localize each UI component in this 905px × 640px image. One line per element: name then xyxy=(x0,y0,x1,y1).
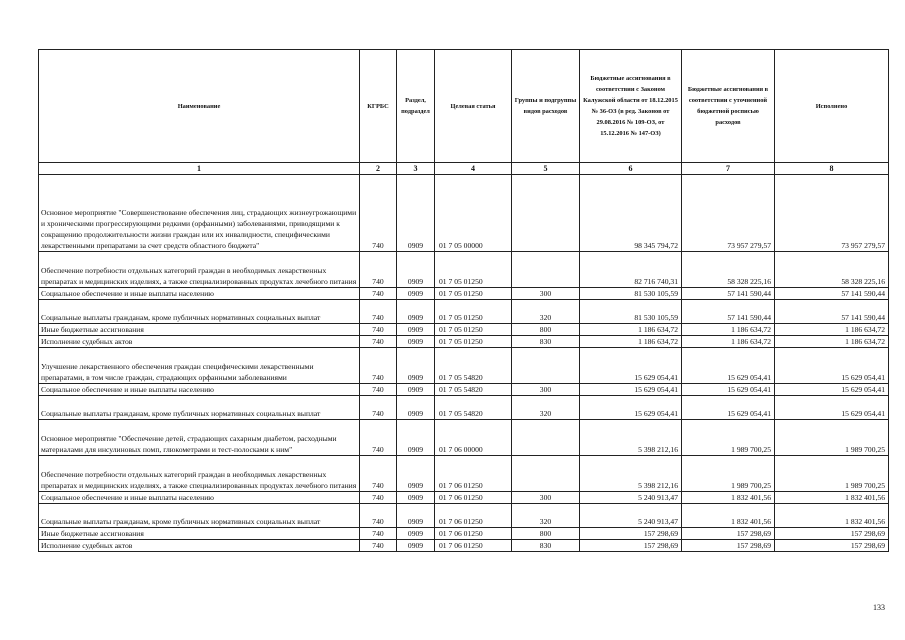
row-kgrbs: 740 xyxy=(360,300,397,324)
table-row xyxy=(39,348,889,384)
row-kgrbs: 740 xyxy=(360,504,397,528)
row-executed: 1 989 700,25 xyxy=(775,420,889,456)
row-kgrbs: 740 xyxy=(360,324,397,336)
row-name: Социальные выплаты гражданам, кроме публичных нормативных социальных выплат xyxy=(39,396,360,420)
row-law-allocation: 81 530 105,59 xyxy=(580,300,682,324)
row-law-allocation: 5 398 212,16 xyxy=(580,420,682,456)
row-kgrbs: 740 xyxy=(360,528,397,540)
row-refined-allocation: 57 141 590,44 xyxy=(682,288,775,300)
column-number: 2 xyxy=(360,163,397,175)
row-target-article: 01 7 05 01250 xyxy=(435,252,512,288)
row-law-allocation: 98 345 794,72 xyxy=(580,175,682,252)
row-executed: 73 957 279,57 xyxy=(775,175,889,252)
row-target-article: 01 7 06 01250 xyxy=(435,456,512,492)
row-kgrbs: 740 xyxy=(360,492,397,504)
row-executed: 15 629 054,41 xyxy=(775,348,889,384)
row-section: 0909 xyxy=(397,324,435,336)
column-number: 6 xyxy=(580,163,682,175)
row-executed: 57 141 590,44 xyxy=(775,300,889,324)
row-refined-allocation: 58 328 225,16 xyxy=(682,252,775,288)
row-executed: 1 186 634,72 xyxy=(775,324,889,336)
header-target-article: Целевая статья xyxy=(435,50,512,163)
row-executed: 1 832 401,56 xyxy=(775,492,889,504)
page-number: 133 xyxy=(873,603,885,612)
row-expense-group: 300 xyxy=(512,384,580,396)
row-section: 0909 xyxy=(397,396,435,420)
table-header-row xyxy=(39,50,889,163)
table-row xyxy=(39,336,889,348)
row-kgrbs: 740 xyxy=(360,456,397,492)
row-kgrbs: 740 xyxy=(360,420,397,456)
row-expense-group xyxy=(512,175,580,252)
row-section: 0909 xyxy=(397,540,435,552)
row-target-article: 01 7 05 54820 xyxy=(435,384,512,396)
row-section: 0909 xyxy=(397,504,435,528)
row-name: Социальные выплаты гражданам, кроме публичных нормативных социальных выплат xyxy=(39,300,360,324)
row-refined-allocation: 15 629 054,41 xyxy=(682,396,775,420)
row-refined-allocation: 1 989 700,25 xyxy=(682,420,775,456)
row-expense-group: 300 xyxy=(512,492,580,504)
table-row xyxy=(39,175,889,252)
row-refined-allocation: 1 186 634,72 xyxy=(682,336,775,348)
row-law-allocation: 5 240 913,47 xyxy=(580,492,682,504)
row-expense-group: 830 xyxy=(512,336,580,348)
row-refined-allocation: 1 989 700,25 xyxy=(682,456,775,492)
table-row xyxy=(39,504,889,528)
row-target-article: 01 7 06 01250 xyxy=(435,540,512,552)
row-expense-group: 320 xyxy=(512,504,580,528)
row-name: Основное мероприятие "Совершенствование обеспечения лиц, страдающих жизнеугрожающими и хроническими прогрессирующими редкими (орфанными) заболеваниями, приводящими к сокращению продолжительности жизни граждан или их инвалидности, специфическими лекарственными препаратами за счет средств областного бюджета" xyxy=(39,175,360,252)
table-row xyxy=(39,300,889,324)
row-law-allocation: 15 629 054,41 xyxy=(580,348,682,384)
row-executed: 15 629 054,41 xyxy=(775,384,889,396)
row-kgrbs: 740 xyxy=(360,288,397,300)
row-law-allocation: 81 530 105,59 xyxy=(580,288,682,300)
row-executed: 57 141 590,44 xyxy=(775,288,889,300)
row-refined-allocation: 15 629 054,41 xyxy=(682,348,775,384)
header-expense-group: Группы и подгруппы видов расходов xyxy=(512,50,580,163)
table-row xyxy=(39,288,889,300)
row-name: Исполнение судебных актов xyxy=(39,336,360,348)
table-row xyxy=(39,324,889,336)
row-executed: 1 989 700,25 xyxy=(775,456,889,492)
row-expense-group xyxy=(512,456,580,492)
row-name: Социальные выплаты гражданам, кроме публичных нормативных социальных выплат xyxy=(39,504,360,528)
table-row xyxy=(39,252,889,288)
row-name: Улучшение лекарственного обеспечения граждан специфическими лекарственными препаратами, в том числе граждан, страдающих орфанными заболеваниями xyxy=(39,348,360,384)
row-executed: 157 298,69 xyxy=(775,528,889,540)
row-executed: 1 832 401,56 xyxy=(775,504,889,528)
row-section: 0909 xyxy=(397,336,435,348)
row-target-article: 01 7 05 01250 xyxy=(435,336,512,348)
row-target-article: 01 7 05 01250 xyxy=(435,300,512,324)
row-law-allocation: 1 186 634,72 xyxy=(580,324,682,336)
row-target-article: 01 7 06 00000 xyxy=(435,420,512,456)
row-law-allocation: 15 629 054,41 xyxy=(580,396,682,420)
column-number: 8 xyxy=(775,163,889,175)
row-law-allocation: 1 186 634,72 xyxy=(580,336,682,348)
row-name: Иные бюджетные ассигнования xyxy=(39,528,360,540)
table-row xyxy=(39,528,889,540)
budget-report-page xyxy=(38,49,889,552)
row-kgrbs: 740 xyxy=(360,396,397,420)
row-name: Иные бюджетные ассигнования xyxy=(39,324,360,336)
row-executed: 58 328 225,16 xyxy=(775,252,889,288)
header-section: Раздел, подраздел xyxy=(397,50,435,163)
row-name: Исполнение судебных актов xyxy=(39,540,360,552)
row-section: 0909 xyxy=(397,528,435,540)
row-law-allocation: 157 298,69 xyxy=(580,540,682,552)
row-expense-group: 320 xyxy=(512,396,580,420)
table-row xyxy=(39,396,889,420)
row-target-article: 01 7 05 54820 xyxy=(435,348,512,384)
column-number: 4 xyxy=(435,163,512,175)
table-row xyxy=(39,384,889,396)
row-expense-group: 800 xyxy=(512,528,580,540)
row-law-allocation: 82 716 740,31 xyxy=(580,252,682,288)
row-target-article: 01 7 05 00000 xyxy=(435,175,512,252)
row-expense-group: 830 xyxy=(512,540,580,552)
row-executed: 157 298,69 xyxy=(775,540,889,552)
row-expense-group: 800 xyxy=(512,324,580,336)
row-section: 0909 xyxy=(397,300,435,324)
column-number: 7 xyxy=(682,163,775,175)
row-target-article: 01 7 06 01250 xyxy=(435,504,512,528)
header-name: Наименование xyxy=(39,50,360,163)
row-executed: 1 186 634,72 xyxy=(775,336,889,348)
column-number: 5 xyxy=(512,163,580,175)
row-section: 0909 xyxy=(397,252,435,288)
row-kgrbs: 740 xyxy=(360,348,397,384)
row-refined-allocation: 157 298,69 xyxy=(682,540,775,552)
header-refined-allocation: Бюджетные ассигнования в соответствии с уточненной бюджетной росписью расходов xyxy=(682,50,775,163)
row-kgrbs: 740 xyxy=(360,384,397,396)
row-expense-group xyxy=(512,420,580,456)
row-target-article: 01 7 06 01250 xyxy=(435,528,512,540)
row-target-article: 01 7 05 01250 xyxy=(435,324,512,336)
row-refined-allocation: 73 957 279,57 xyxy=(682,175,775,252)
row-name: Социальное обеспечение и иные выплаты населению xyxy=(39,492,360,504)
row-expense-group xyxy=(512,348,580,384)
row-kgrbs: 740 xyxy=(360,336,397,348)
table-row xyxy=(39,540,889,552)
column-number-row xyxy=(39,163,889,175)
row-section: 0909 xyxy=(397,492,435,504)
row-section: 0909 xyxy=(397,288,435,300)
row-name: Обеспечение потребности отдельных категорий граждан в необходимых лекарственных препаратах и медицинских изделиях, а также специализированных продуктах лечебного питания xyxy=(39,456,360,492)
row-law-allocation: 5 398 212,16 xyxy=(580,456,682,492)
row-expense-group: 320 xyxy=(512,300,580,324)
row-kgrbs: 740 xyxy=(360,175,397,252)
header-executed: Исполнено xyxy=(775,50,889,163)
row-refined-allocation: 15 629 054,41 xyxy=(682,384,775,396)
row-executed: 15 629 054,41 xyxy=(775,396,889,420)
row-refined-allocation: 57 141 590,44 xyxy=(682,300,775,324)
row-refined-allocation: 1 832 401,56 xyxy=(682,492,775,504)
row-section: 0909 xyxy=(397,175,435,252)
row-name: Социальное обеспечение и иные выплаты населению xyxy=(39,384,360,396)
row-section: 0909 xyxy=(397,456,435,492)
row-expense-group xyxy=(512,252,580,288)
row-name: Социальное обеспечение и иные выплаты населению xyxy=(39,288,360,300)
row-law-allocation: 15 629 054,41 xyxy=(580,384,682,396)
row-kgrbs: 740 xyxy=(360,540,397,552)
row-target-article: 01 7 05 54820 xyxy=(435,396,512,420)
table-row xyxy=(39,456,889,492)
row-law-allocation: 157 298,69 xyxy=(580,528,682,540)
row-refined-allocation: 1 186 634,72 xyxy=(682,324,775,336)
row-section: 0909 xyxy=(397,384,435,396)
column-number: 1 xyxy=(39,163,360,175)
row-name: Обеспечение потребности отдельных категорий граждан в необходимых лекарственных препаратах и медицинских изделиях, а также специализированных продуктах лечебного питания xyxy=(39,252,360,288)
column-number: 3 xyxy=(397,163,435,175)
row-law-allocation: 5 240 913,47 xyxy=(580,504,682,528)
table-row xyxy=(39,492,889,504)
row-section: 0909 xyxy=(397,348,435,384)
table-row xyxy=(39,420,889,456)
budget-execution-table xyxy=(38,49,889,552)
row-name: Основное мероприятие "Обеспечение детей, страдающих сахарным диабетом, расходными материалами для инсулиновых помп, глюкометрами и тест-полосками к ним" xyxy=(39,420,360,456)
row-section: 0909 xyxy=(397,420,435,456)
row-kgrbs: 740 xyxy=(360,252,397,288)
row-target-article: 01 7 05 01250 xyxy=(435,288,512,300)
header-law-allocation: Бюджетные ассигнования в соответствии с Законом Калужской области от 18.12.2015 № 36-ОЗ (в ред. Законов от 29.08.2016 № 109-ОЗ, от 15.12.2016 № 147-ОЗ) xyxy=(580,50,682,163)
row-target-article: 01 7 06 01250 xyxy=(435,492,512,504)
header-kgrbs: КГРБС xyxy=(360,50,397,163)
row-refined-allocation: 1 832 401,56 xyxy=(682,504,775,528)
row-refined-allocation: 157 298,69 xyxy=(682,528,775,540)
row-expense-group: 300 xyxy=(512,288,580,300)
